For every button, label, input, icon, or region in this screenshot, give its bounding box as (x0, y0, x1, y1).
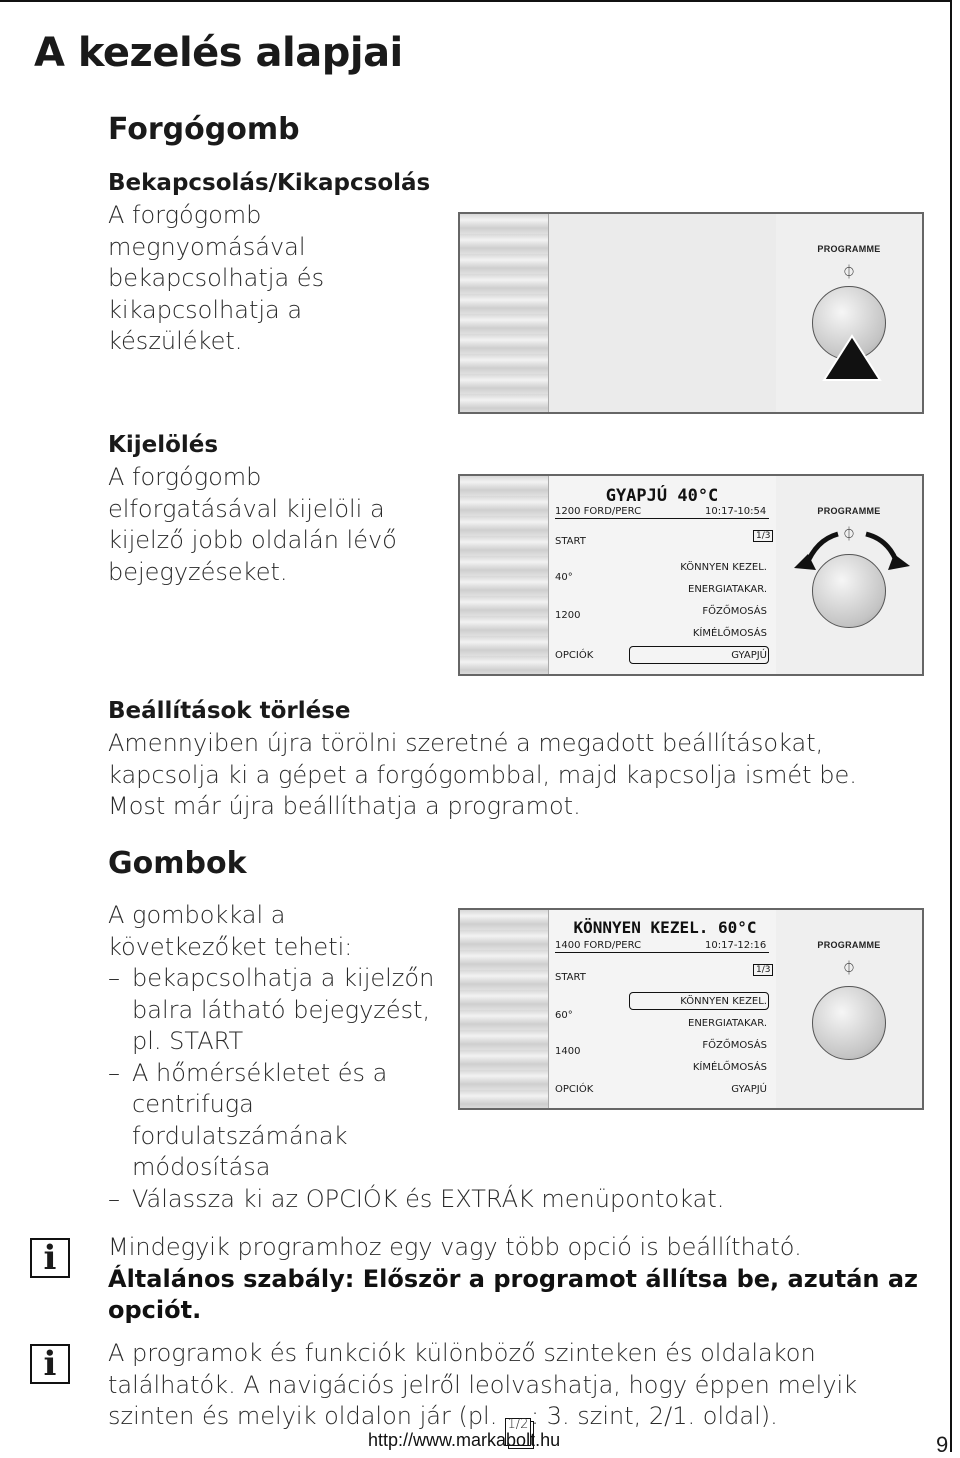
lcd-nav-symbol: 1/3 (753, 530, 773, 542)
lcd-left-item: START (555, 536, 586, 547)
gombok-list-item (108, 1058, 453, 1184)
info-icon: i (30, 1238, 70, 1278)
list-item-line: pl. START (132, 1027, 244, 1055)
control-panel-buttons (458, 908, 924, 1110)
lcd-program-title: KÖNNYEN KEZEL. 60°C (573, 918, 757, 937)
panel-strip (460, 476, 548, 674)
select-line: kijelző jobb oldalán lévő (108, 526, 397, 554)
section-heading-forgogomb: Forgógomb (108, 112, 300, 147)
programme-label: PROGRAMME (817, 940, 881, 950)
knob-area (776, 910, 922, 1108)
lcd-right-item-selected: GYAPJÚ (731, 650, 767, 661)
control-panel-rotate (458, 474, 924, 676)
gombok-intro-line: következőket teheti: (108, 932, 353, 961)
list-item-line: balra látható bejegyzést, (132, 995, 431, 1024)
lcd-speed: 1400 FORD/PERC (555, 940, 642, 951)
lcd-right-item: KÍMÉLŐMOSÁS (692, 1062, 767, 1073)
list-item-line: – bekapcsolhatja a kijelzőn (132, 964, 435, 992)
info-line: találhatók. A navigációs jelről leolvashatja, hogy éppen melyik (108, 1370, 858, 1399)
info-rule-line: opciót. (108, 1296, 202, 1324)
lcd-left-item: OPCIÓK (555, 650, 594, 661)
lcd-right-item: KÍMÉLŐMOSÁS (692, 628, 767, 639)
programme-label: PROGRAMME (817, 506, 881, 516)
reset-line: Amennyiben újra törölni szeretné a megadott beállításokat, (108, 729, 824, 757)
power-icon: ⏀ (842, 960, 856, 976)
lcd-right-item: FŐZŐMOSÁS (702, 1040, 767, 1051)
panel-strip (460, 910, 548, 1108)
gombok-intro-line: A gombokkal a (108, 901, 286, 929)
select-line: A forgógomb (108, 463, 262, 491)
lcd-left-item: 40° (555, 572, 573, 583)
list-item-line: centrifuga (132, 1090, 254, 1118)
info-rule-line: Általános szabály: Először a programot állítsa be, azután az (108, 1264, 919, 1293)
reset-block (108, 698, 928, 823)
lcd-divider (555, 952, 769, 953)
lcd-left-item: START (555, 972, 586, 983)
power-icon: ⏀ (842, 526, 856, 542)
onoff-line: bekapcsolhatja és (108, 264, 325, 292)
knob-area (776, 476, 922, 674)
panel-strip (460, 214, 548, 412)
lcd-right-item-selected: KÖNNYEN KEZEL. (680, 996, 767, 1007)
onoff-line: A forgógomb (108, 201, 262, 229)
lcd-right-item: GYAPJÚ (731, 1084, 767, 1095)
navigation-symbol-icon: 1/2 (505, 1418, 531, 1446)
lcd-right-item: KÖNNYEN KEZEL. (680, 562, 767, 573)
reset-line: kapcsolja ki a gépet a forgógombbal, majd kapcsolja ismét be. (108, 760, 857, 789)
onoff-block (108, 170, 448, 358)
info-note-1 (108, 1232, 938, 1327)
lcd-left-item: 1400 (555, 1046, 581, 1057)
lcd-right-item: FŐZŐMOSÁS (702, 606, 767, 617)
lcd-divider (555, 518, 769, 519)
program-knob[interactable] (812, 986, 886, 1060)
page-number: 9 (936, 1432, 949, 1457)
info-line-suffix: : 3. szint, 2/1. oldal). (531, 1402, 778, 1430)
reset-line: Most már újra beállíthatja a programot. (108, 792, 581, 820)
select-line: bejegyzéseket. (108, 557, 288, 586)
info-line-prefix: szinten és melyik oldalon jár (pl. (108, 1402, 498, 1430)
lcd-left-item: 1200 (555, 610, 581, 621)
power-icon: ⏀ (842, 264, 856, 280)
onoff-line: készüléket. (108, 327, 243, 355)
select-block (108, 432, 448, 588)
lcd-program-title: GYAPJÚ 40°C (605, 486, 719, 506)
lcd-right-item: ENERGIATAKAR. (688, 1018, 767, 1029)
programme-label: PROGRAMME (817, 244, 881, 254)
gombok-list-item (108, 963, 453, 1058)
lcd-right-item: ENERGIATAKAR. (688, 584, 767, 595)
lcd-speed: 1200 FORD/PERC (555, 506, 642, 517)
onoff-line: megnyomásával (108, 232, 306, 261)
list-item-line: fordulatszámának (132, 1121, 348, 1150)
press-arrow-icon (822, 332, 882, 384)
list-item-line: – A hőmérsékletet és a (132, 1058, 388, 1087)
gombok-list-item (108, 1184, 725, 1216)
select-heading: Kijelölés (108, 432, 219, 458)
lcd-nav-symbol: 1/3 (753, 964, 773, 976)
reset-heading: Beállítások törlése (108, 698, 351, 724)
rotate-arrows-icon (786, 526, 916, 586)
info-line: A programok és funkciók különböző szinteken és oldalakon (108, 1339, 816, 1367)
onoff-heading: Bekapcsolás/Kikapcsolás (108, 170, 431, 196)
lcd-time: 10:17-12:16 (705, 940, 767, 951)
footer-url[interactable]: http://www.markabolt.hu (368, 1430, 561, 1450)
control-panel-press (458, 212, 924, 414)
list-item-line: módosítása (132, 1153, 271, 1181)
section-heading-gombok: Gombok (108, 846, 247, 881)
page-title: A kezelés alapjai (34, 30, 403, 76)
list-item-line: – Válassza ki az OPCIÓK és EXTRÁK menüpontokat. (132, 1184, 725, 1213)
lcd-left-item: 60° (555, 1010, 573, 1021)
info-line: Mindegyik programhoz egy vagy több opció is beállítható. (108, 1233, 802, 1261)
info-icon: i (30, 1344, 70, 1384)
lcd-left-item: OPCIÓK (555, 1084, 594, 1095)
lcd-time: 10:17-10:54 (705, 506, 767, 517)
select-line: elforgatásával kijelöli a (108, 494, 385, 523)
knob-area (776, 214, 922, 412)
onoff-line: kikapcsolhatja a (108, 295, 303, 324)
